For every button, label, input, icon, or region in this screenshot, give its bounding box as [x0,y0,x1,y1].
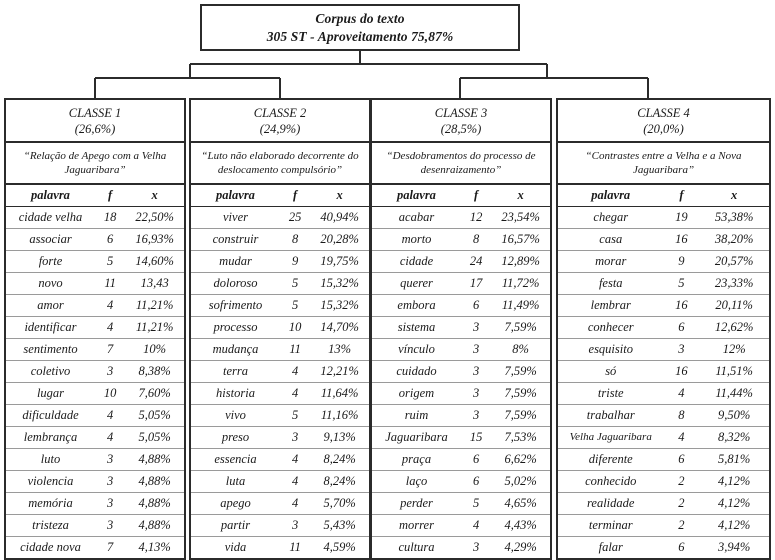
table-row [6,405,184,427]
f-cell: 4 [461,515,491,537]
word-cell: laço [372,471,461,493]
col-header-palavra: palavra [372,185,461,207]
f-cell: 9 [280,251,310,273]
word-cell: morar [558,251,664,273]
table-row [372,339,550,361]
table-row [191,383,369,405]
class-column-2 [189,98,371,560]
class-4-percent: (20,0%) [643,122,684,136]
word-cell: ruim [372,405,461,427]
x-cell: 14,70% [310,317,369,339]
table-header-row [191,185,369,207]
table-row [372,383,550,405]
class-column-3 [370,98,552,560]
word-cell: vivo [191,405,280,427]
x-cell: 15,32% [310,295,369,317]
f-cell: 11 [280,339,310,361]
table-row [372,427,550,449]
f-cell: 17 [461,273,491,295]
f-cell: 4 [95,427,125,449]
table-row [6,317,184,339]
table-row [191,405,369,427]
f-cell: 18 [95,207,125,229]
word-cell: Jaguaribara [372,427,461,449]
word-cell: memória [6,493,95,515]
x-cell: 4,12% [699,471,769,493]
x-cell: 8% [491,339,550,361]
table-row [558,273,769,295]
x-cell: 13% [310,339,369,361]
f-cell: 4 [280,493,310,515]
class-1-percent: (26,6%) [74,122,116,136]
f-cell: 5 [280,273,310,295]
x-cell: 11,64% [310,383,369,405]
col-header-f: f [664,185,700,207]
table-row [372,317,550,339]
word-cell: lugar [6,383,95,405]
x-cell: 13,43 [125,273,184,295]
table-row [558,471,769,493]
class-column-1 [4,98,186,560]
table-row [558,383,769,405]
x-cell: 53,38% [699,207,769,229]
x-cell: 7,60% [125,383,184,405]
f-cell: 4 [95,295,125,317]
f-cell: 3 [461,361,491,383]
word-cell: construir [191,229,280,251]
x-cell: 11,51% [699,361,769,383]
x-cell: 4,29% [504,540,537,554]
x-cell: 4,43% [491,515,550,537]
table-row [6,229,184,251]
col-header-f: f [95,185,125,207]
table-row [6,471,184,493]
f-cell: 7 [107,540,114,554]
f-cell: 4 [280,449,310,471]
class-2-word-table [191,185,369,558]
x-cell: 8,24% [310,449,369,471]
class-2-theme: “Luto não elaborado decorrente do deslocamento compulsório” [191,143,369,185]
table-header-row [6,185,184,207]
table-row [6,515,184,537]
class-1-title: CLASSE 1 [68,106,122,120]
x-cell: 19,75% [310,251,369,273]
table-row [6,339,184,361]
class-1-theme: “Relação de Apego com a Velha Jaguaribara” [6,143,184,185]
word-cell: identificar [6,317,95,339]
f-cell: 25 [280,207,310,229]
table-row [6,449,184,471]
word-cell: acabar [372,207,461,229]
table-row [6,361,184,383]
table-row [191,537,369,559]
f-cell: 19 [664,207,700,229]
word-cell: lembrar [558,295,664,317]
class-1-word-table [6,185,184,558]
table-row [372,251,550,273]
f-cell: 4 [280,361,310,383]
x-cell: 11,72% [491,273,550,295]
class-column-4 [556,98,771,560]
word-cell: praça [372,449,461,471]
f-cell: 5 [95,251,125,273]
table-row [558,339,769,361]
word-cell: preso [191,427,280,449]
class-3-theme: “Desdobramentos do processo de desenraizamento” [372,143,550,185]
x-cell: 8,24% [310,471,369,493]
class-2-percent: (24,9%) [259,122,301,136]
col-header-f: f [461,185,491,207]
table-row [191,493,369,515]
x-cell: 5,05% [125,405,184,427]
f-cell: 2 [664,515,700,537]
f-cell: 3 [461,405,491,427]
table-row [191,317,369,339]
f-cell: 3 [95,515,125,537]
word-cell: terminar [558,515,664,537]
class-4-word-table [558,185,769,558]
word-cell: cidade nova [20,540,81,554]
word-cell: cidade velha [6,207,95,229]
f-cell: 4 [664,383,700,405]
word-cell: conhecer [558,317,664,339]
f-cell: 9 [664,251,700,273]
x-cell: 5,05% [125,427,184,449]
table-row [191,207,369,229]
x-cell: 4,88% [125,449,184,471]
x-cell: 40,94% [310,207,369,229]
x-cell: 23,54% [491,207,550,229]
f-cell: 3 [461,383,491,405]
col-header-palavra: palavra [6,185,95,207]
corpus-title: Corpus do texto [315,10,405,26]
table-row [372,471,550,493]
f-cell: 8 [280,229,310,251]
col-header-x: x [491,185,550,207]
f-cell: 3 [664,339,700,361]
word-cell: terra [191,361,280,383]
word-cell: só [558,361,664,383]
x-cell: 6,62% [491,449,550,471]
table-row [558,537,769,559]
x-cell: 4,88% [125,493,184,515]
word-cell: esquisito [558,339,664,361]
word-cell: luta [191,471,280,493]
word-cell: Velha Jaguaribara [558,427,664,449]
x-cell: 7,59% [491,405,550,427]
x-cell: 5,81% [699,449,769,471]
table-row [191,361,369,383]
f-cell: 6 [461,295,491,317]
table-row [372,537,550,559]
table-row [6,427,184,449]
f-cell: 4 [664,427,700,449]
table-row [558,427,769,449]
word-cell: falar [598,540,623,554]
word-cell: querer [372,273,461,295]
table-row [372,295,550,317]
f-cell: 5 [664,273,700,295]
table-row [191,471,369,493]
f-cell: 3 [280,515,310,537]
f-cell: 8 [664,405,700,427]
table-row [372,449,550,471]
x-cell: 12,21% [310,361,369,383]
table-row [372,493,550,515]
word-cell: conhecido [558,471,664,493]
class-2-title: CLASSE 2 [253,106,307,120]
x-cell: 14,60% [125,251,184,273]
word-cell: amor [6,295,95,317]
f-cell: 3 [473,540,480,554]
x-cell: 20,28% [310,229,369,251]
class-2-header [191,100,369,143]
table-row [558,405,769,427]
x-cell: 15,32% [310,273,369,295]
f-cell: 6 [678,540,685,554]
class-3-percent: (28,5%) [440,122,482,136]
word-cell: cultura [398,540,435,554]
f-cell: 6 [664,317,700,339]
f-cell: 5 [280,295,310,317]
x-cell: 12% [699,339,769,361]
col-header-palavra: palavra [558,185,664,207]
x-cell: 11,44% [699,383,769,405]
word-cell: partir [191,515,280,537]
table-row [372,361,550,383]
word-cell: novo [6,273,95,295]
table-row [558,493,769,515]
f-cell: 3 [95,361,125,383]
word-cell: embora [372,295,461,317]
word-cell: doloroso [191,273,280,295]
table-header-row [372,185,550,207]
table-row [6,207,184,229]
f-cell: 16 [664,361,700,383]
f-cell: 3 [461,339,491,361]
x-cell: 16,93% [125,229,184,251]
word-cell: apego [191,493,280,515]
f-cell: 4 [95,317,125,339]
x-cell: 4,12% [699,515,769,537]
corpus-subtitle: 305 ST - Aproveitamento 75,87% [266,28,454,44]
table-row [558,515,769,537]
class-3-header [372,100,550,143]
class-4-header [558,100,769,143]
word-cell: origem [372,383,461,405]
f-cell: 3 [95,471,125,493]
f-cell: 3 [280,427,310,449]
table-row [6,295,184,317]
x-cell: 7,59% [491,383,550,405]
x-cell: 4,12% [699,493,769,515]
word-cell: sistema [372,317,461,339]
f-cell: 3 [461,317,491,339]
f-cell: 16 [664,229,700,251]
word-cell: casa [558,229,664,251]
f-cell: 5 [461,493,491,515]
table-row [191,427,369,449]
word-cell: mudar [191,251,280,273]
table-row [191,251,369,273]
word-cell: violencia [6,471,95,493]
f-cell: 15 [461,427,491,449]
word-cell: lembrança [6,427,95,449]
x-cell: 5,43% [310,515,369,537]
x-cell: 7,59% [491,317,550,339]
word-cell: mudança [191,339,280,361]
x-cell: 20,11% [699,295,769,317]
f-cell: 2 [664,493,700,515]
f-cell: 8 [461,229,491,251]
word-cell: historia [191,383,280,405]
word-cell: realidade [558,493,664,515]
x-cell: 12,89% [491,251,550,273]
x-cell: 22,50% [125,207,184,229]
x-cell: 7,53% [491,427,550,449]
x-cell: 20,57% [699,251,769,273]
x-cell: 11,16% [310,405,369,427]
f-cell: 4 [95,405,125,427]
word-cell: chegar [558,207,664,229]
f-cell: 24 [461,251,491,273]
table-row [6,383,184,405]
x-cell: 9,13% [310,427,369,449]
word-cell: coletivo [6,361,95,383]
word-cell: luto [6,449,95,471]
x-cell: 11,21% [125,317,184,339]
col-header-f: f [280,185,310,207]
x-cell: 4,88% [125,515,184,537]
f-cell: 6 [664,449,700,471]
word-cell: sentimento [6,339,95,361]
word-cell: triste [558,383,664,405]
word-cell: morrer [372,515,461,537]
class-3-title: CLASSE 3 [434,106,488,120]
col-header-x: x [310,185,369,207]
table-row [191,515,369,537]
x-cell: 3,94% [718,540,751,554]
table-row [558,317,769,339]
word-cell: festa [558,273,664,295]
connector-lines [0,0,775,110]
x-cell: 38,20% [699,229,769,251]
word-cell: cuidado [372,361,461,383]
class-4-theme: “Contrastes entre a Velha e a Nova Jaguaribara” [558,143,769,185]
x-cell: 4,59% [323,540,356,554]
word-cell: forte [6,251,95,273]
table-row [191,449,369,471]
class-4-title: CLASSE 4 [637,106,690,120]
table-row [191,295,369,317]
table-header-row [558,185,769,207]
table-row [6,273,184,295]
table-row [558,295,769,317]
word-cell: trabalhar [558,405,664,427]
table-row [6,251,184,273]
col-header-x: x [125,185,184,207]
f-cell: 16 [664,295,700,317]
word-cell: diferente [558,449,664,471]
table-row [558,251,769,273]
f-cell: 10 [280,317,310,339]
class-3-word-table [372,185,550,558]
word-cell: vínculo [372,339,461,361]
table-row [558,449,769,471]
word-cell: tristeza [6,515,95,537]
table-row [558,229,769,251]
f-cell: 4 [280,383,310,405]
f-cell: 6 [95,229,125,251]
x-cell: 12,62% [699,317,769,339]
x-cell: 16,57% [491,229,550,251]
x-cell: 23,33% [699,273,769,295]
word-cell: morto [372,229,461,251]
table-row [372,515,550,537]
table-row [6,493,184,515]
word-cell: perder [372,493,461,515]
table-row [191,339,369,361]
word-cell: vida [224,540,247,554]
word-cell: essencia [191,449,280,471]
col-header-x: x [699,185,769,207]
f-cell: 6 [461,449,491,471]
f-cell: 4 [280,471,310,493]
table-row [372,229,550,251]
table-row [558,361,769,383]
x-cell: 8,38% [125,361,184,383]
x-cell: 11,21% [125,295,184,317]
word-cell: sofrimento [191,295,280,317]
x-cell: 4,13% [138,540,171,554]
x-cell: 8,32% [699,427,769,449]
x-cell: 4,88% [125,471,184,493]
f-cell: 7 [95,339,125,361]
table-row [191,229,369,251]
f-cell: 3 [95,493,125,515]
table-row [6,537,184,559]
f-cell: 5 [280,405,310,427]
word-cell: associar [6,229,95,251]
x-cell: 11,49% [491,295,550,317]
f-cell: 11 [289,540,301,554]
word-cell: cidade [372,251,461,273]
x-cell: 9,50% [699,405,769,427]
table-row [558,207,769,229]
table-row [372,207,550,229]
word-cell: viver [191,207,280,229]
table-row [372,405,550,427]
word-cell: dificuldade [6,405,95,427]
f-cell: 12 [461,207,491,229]
word-cell: processo [191,317,280,339]
table-row [191,273,369,295]
f-cell: 11 [95,273,125,295]
class-1-header [6,100,184,143]
f-cell: 6 [461,471,491,493]
x-cell: 10% [125,339,184,361]
f-cell: 2 [664,471,700,493]
f-cell: 3 [95,449,125,471]
x-cell: 5,02% [491,471,550,493]
table-row [372,273,550,295]
f-cell: 10 [95,383,125,405]
x-cell: 5,70% [310,493,369,515]
x-cell: 7,59% [491,361,550,383]
col-header-palavra: palavra [191,185,280,207]
x-cell: 4,65% [491,493,550,515]
